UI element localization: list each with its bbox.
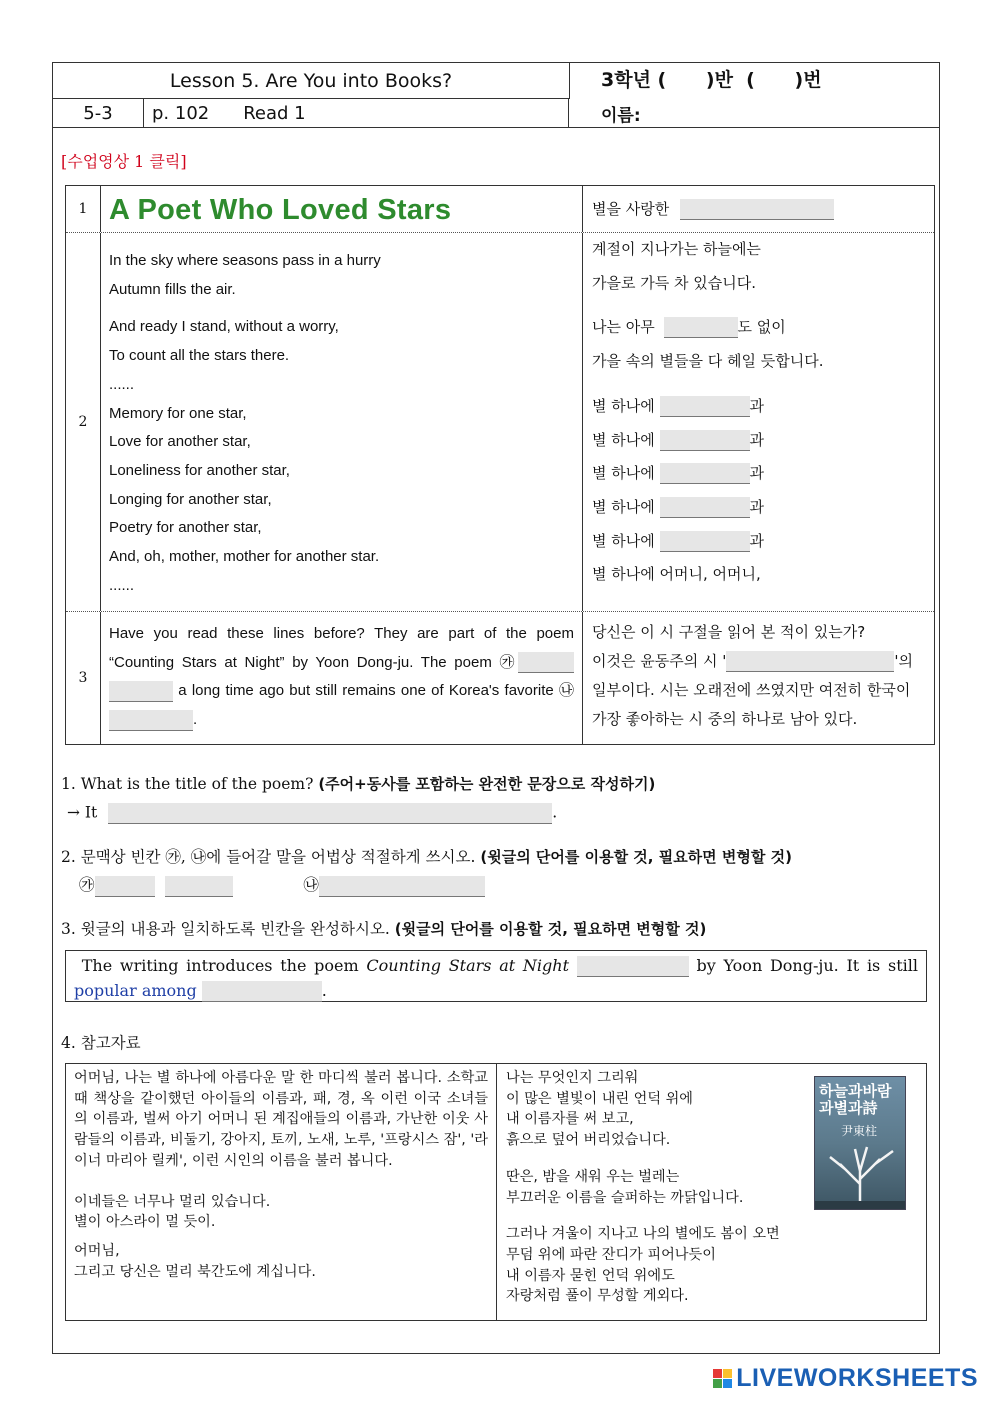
reference-line: 부끄러운 이름을 슬퍼하는 까닭입니다. — [506, 1189, 744, 1206]
question-4: 4. 참고자료 — [61, 1034, 141, 1052]
poem-line: Autumn fills the air. — [109, 280, 236, 298]
english-cell — [101, 186, 583, 232]
korean-title-prefix: 별을 사랑한 — [592, 200, 670, 218]
question-hint: (윗글의 단어를 이용할 것, 필요하면 변형할 것) — [394, 920, 707, 938]
read-label: Read 1 — [243, 102, 306, 124]
korean-text: '의 — [894, 652, 913, 670]
marker-b: ㉯ — [303, 876, 319, 894]
poem-title-blank[interactable] — [726, 651, 894, 672]
blank-a1[interactable] — [518, 652, 574, 673]
question-1 — [61, 773, 655, 794]
class-info: 3학년 ( )반 ( )번 — [601, 69, 822, 91]
korean-line — [592, 491, 934, 525]
english-cell — [101, 233, 583, 611]
period: . — [321, 981, 327, 1000]
liveworksheets-logo — [713, 1364, 978, 1393]
poem-line: Loneliness for another star, — [109, 461, 290, 479]
q1-answer-blank[interactable] — [108, 803, 552, 824]
korean-line: 계절이 지나가는 하늘에는 — [592, 240, 761, 258]
english-cell — [101, 612, 583, 744]
korean-line — [592, 647, 934, 676]
book-title: 하늘과바람과별과詩 — [819, 1082, 892, 1117]
poem-line: Poetry for another star, — [109, 519, 262, 537]
paragraph-text: a long time ago but still remains one of Korea's favorite — [178, 682, 554, 700]
q3-blank-1[interactable] — [577, 956, 689, 977]
reference-line: 자랑처럼 풀이 무성할 게외다. — [506, 1288, 689, 1305]
korean-line — [592, 390, 934, 424]
poem-line: Memory for one star, — [109, 404, 247, 422]
row-number: 1 — [66, 186, 101, 232]
name-label: 이름: — [601, 106, 641, 126]
korean-text: 과 — [749, 430, 765, 449]
korean-line — [592, 457, 934, 491]
summary-highlight: popular among — [74, 981, 197, 1000]
page-read-info — [144, 99, 569, 127]
question-1-answer — [67, 803, 557, 824]
blank-a2[interactable] — [109, 681, 173, 702]
question-hint: (주어+동사를 포함하는 완전한 문장으로 작성하기) — [318, 775, 656, 793]
korean-text: 별 하나에 — [592, 464, 655, 483]
reference-line: 흙으로 덮어 버리었습니다. — [506, 1132, 671, 1149]
paragraph-text: Have you read these lines before? They are part of the poem “Counting Stars at Night” by Yoon Dong-ju. The poem — [109, 625, 574, 671]
reference-line: 내 이름자를 써 보고, — [506, 1111, 634, 1128]
poem-line: ...... — [109, 375, 135, 393]
question-text: 3. 윗글의 내용과 일치하도록 빈칸을 완성하시오. — [61, 920, 390, 938]
section-number: 5-3 — [53, 99, 144, 127]
poem-line: To count all the stars there. — [109, 347, 290, 365]
answer-prefix: → It — [67, 803, 98, 822]
korean-cell — [584, 233, 934, 611]
korean-line — [592, 424, 934, 458]
memory-blank[interactable] — [660, 396, 750, 417]
paragraph: Have you read these lines before? They are part of the poem “Counting Stars at Night” by Yoon Dong-ju. The poem ㉮ a long time ago but still remains one of Korea's favorite ㉯. — [109, 620, 582, 735]
korean-text: 별 하나에 — [592, 497, 655, 516]
korean-line: 가을 속의 별들을 다 헤일 듯합니다. — [592, 352, 824, 371]
korean-text: 나는 아무 — [592, 318, 655, 337]
korean-text: 과 — [749, 396, 765, 415]
page-number: p. 102 — [152, 102, 210, 124]
header — [53, 63, 939, 128]
question-2 — [61, 845, 792, 867]
reference-line: 이네들은 너무나 멀리 있습니다. — [74, 1193, 271, 1210]
table-row — [66, 186, 934, 233]
korean-text: 별 하나에 — [592, 396, 655, 415]
reference-line: 나는 무엇인지 그리워 — [506, 1070, 639, 1086]
book-author: 尹東柱 — [841, 1124, 878, 1138]
worksheet-page — [52, 62, 940, 1354]
korean-line: 가을로 가득 차 있습니다. — [592, 273, 756, 292]
korean-line — [592, 525, 934, 559]
blank-b[interactable] — [109, 710, 193, 731]
poetry-blank[interactable] — [660, 531, 750, 552]
reference-left — [66, 1064, 497, 1320]
logo-icon — [713, 1369, 732, 1388]
reference-line: 그러나 겨울이 지나고 나의 별에도 봄이 오면 — [506, 1226, 780, 1243]
korean-text: 과 — [749, 531, 765, 550]
table-row — [66, 233, 934, 612]
korean-cell — [584, 612, 934, 744]
period: . — [552, 803, 558, 822]
korean-line: 일부이다. 시는 오래전에 쓰였지만 여전히 한국이 — [592, 681, 911, 699]
q2-blank-a2[interactable] — [165, 876, 233, 897]
question-3 — [61, 917, 706, 939]
korean-text: 이것은 윤동주의 시 ' — [592, 652, 727, 670]
book-cover-image — [814, 1076, 906, 1210]
poem-title: Counting Stars at Night — [366, 956, 570, 975]
korean-cell — [584, 186, 934, 232]
logo-text: LIVEWORKSHEETS — [736, 1364, 978, 1392]
korean-text: 별 하나에 — [592, 531, 655, 550]
video-link[interactable]: [수업영상 1 클릭] — [61, 152, 187, 171]
korean-text: 도 없이 — [737, 318, 786, 337]
q2-blank-b[interactable] — [319, 876, 485, 897]
korean-line — [592, 311, 934, 345]
korean-text: 과 — [749, 497, 765, 516]
reference-line: 무덤 위에 파란 잔디가 피어나듯이 — [506, 1246, 716, 1263]
love-blank[interactable] — [660, 430, 750, 451]
poem-line: In the sky where seasons pass in a hurry — [109, 252, 381, 269]
table-row — [66, 612, 934, 744]
lesson-title: Lesson 5. Are You into Books? — [53, 63, 570, 99]
reference-right — [498, 1064, 926, 1320]
poem-line: And, oh, mother, mother for another star. — [109, 548, 380, 566]
korean-line: 별 하나에 어머니, 어머니, — [592, 565, 761, 584]
summary-text: The writing introduces the poem — [81, 956, 359, 975]
blank-marker-b: ㉯ — [558, 682, 574, 700]
tree-icon — [815, 1129, 905, 1209]
title-blank[interactable] — [680, 199, 834, 220]
korean-text: 별 하나에 — [592, 430, 655, 449]
question-hint: (윗글의 단어를 이용할 것, 필요하면 변형할 것) — [480, 848, 792, 866]
worry-blank[interactable] — [664, 317, 738, 338]
reference-line: 내 이름자 묻힌 언덕 위에도 — [506, 1267, 675, 1284]
q2-blank-a1[interactable] — [95, 876, 155, 897]
question-text: 1. What is the title of the poem? — [61, 775, 314, 793]
reference-line: 그리고 당신은 멀리 북간도에 계십니다. — [74, 1263, 316, 1280]
poem-line: ...... — [109, 576, 135, 594]
poem-line: Longing for another star, — [109, 490, 272, 508]
poem-line: Love for another star, — [109, 433, 251, 451]
question-text: 2. 문맥상 빈칸 ㉮, ㉯에 들어갈 말을 어법상 적절하게 쓰시오. — [61, 848, 476, 866]
reference-line: 어머님, — [74, 1242, 120, 1259]
reference-line: 별이 아스라이 멀 듯이. — [74, 1214, 216, 1231]
korean-line: 가장 좋아하는 시 중의 하나로 남아 있다. — [592, 710, 858, 728]
summary-text: still — [888, 956, 919, 975]
summary-text: by Yoon Dong-ju. It is — [696, 956, 881, 975]
poem-heading: A Poet Who Loved Stars — [109, 194, 452, 226]
reference-paragraph: 어머님, 나는 별 하나에 아름다운 말 한 마디씩 불러 봅니다. 소학교 때 책상을 같이했던 아이들의 이름과, 패, 경, 옥 이런 이국 소녀들의 이름과, 벌써 아기 어머니 된 계집애들의 이름과, 가난한 이웃 사람들의 이름과, 비둘기, 강아지, 토끼, 노새, 노루, '프랑시스 잠', '라이너 마리아 릴케', 이런 시인의 이름을 불러 봅니다. — [74, 1070, 488, 1169]
poem-line: And ready I stand, without a worry, — [109, 318, 339, 336]
reference-box — [65, 1063, 927, 1321]
q3-blank-2[interactable] — [202, 981, 322, 1002]
summary-box — [65, 950, 927, 1002]
blank-marker-a: ㉮ — [499, 653, 518, 671]
reading-table — [65, 185, 935, 745]
loneliness-blank[interactable] — [660, 463, 750, 484]
row-number: 2 — [66, 233, 101, 611]
row-number: 3 — [66, 612, 101, 744]
question-2-answer — [79, 873, 485, 897]
korean-text: 과 — [749, 464, 765, 483]
reference-line: 딴은, 밤을 새워 우는 벌레는 — [506, 1168, 680, 1185]
reference-line: 이 많은 별빛이 내린 언덕 위에 — [506, 1090, 694, 1107]
longing-blank[interactable] — [660, 497, 750, 518]
korean-line: 당신은 이 시 구절을 읽어 본 적이 있는가? — [592, 623, 866, 641]
marker-a: ㉮ — [79, 876, 95, 894]
